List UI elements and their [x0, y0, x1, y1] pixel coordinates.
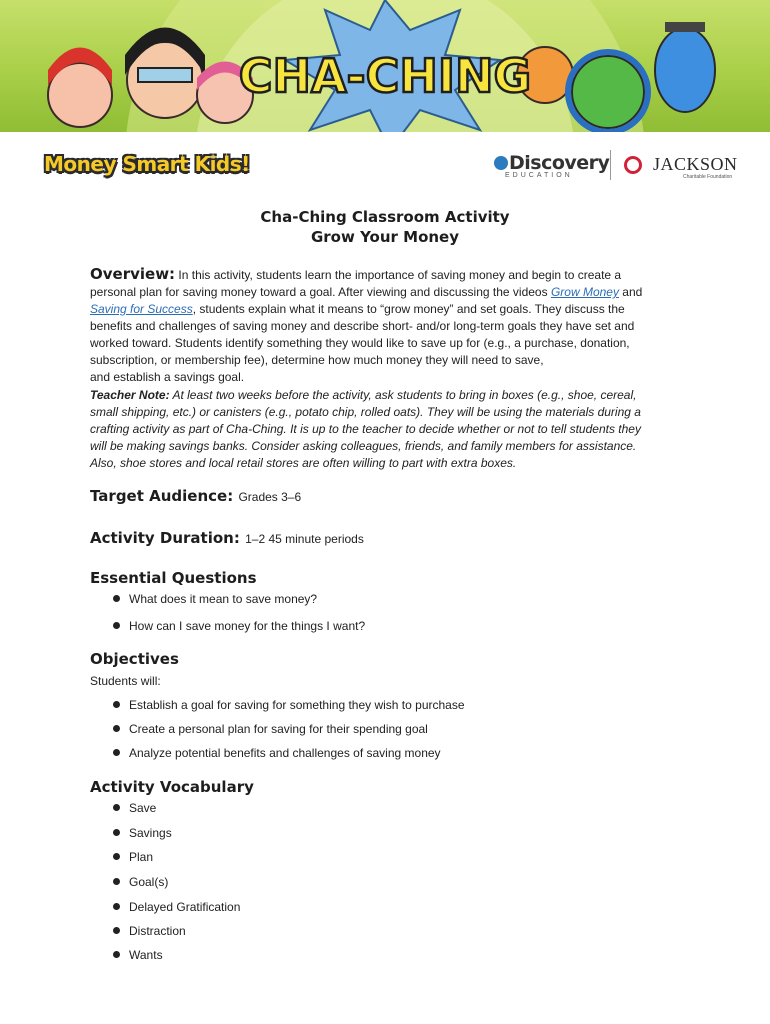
list-item-text: Save: [129, 801, 157, 815]
bullet-icon: [113, 804, 120, 811]
list-item-text: Wants: [129, 948, 163, 962]
bullet-icon: [113, 951, 120, 958]
duration-heading: Activity Duration:: [90, 529, 240, 547]
discovery-logo: Discovery: [509, 152, 610, 174]
list-item-text: Analyze potential benefits and challenges of saving money: [129, 746, 441, 760]
bullet-icon: [113, 725, 120, 732]
list-item-text: Savings: [129, 826, 172, 840]
list-item-text: What does it mean to save money?: [129, 592, 318, 606]
target-audience: [90, 487, 301, 505]
objectives-heading: Objectives: [90, 650, 179, 668]
teacher-note-label: Teacher Note:: [90, 388, 170, 402]
list-item: [113, 948, 163, 962]
objectives-intro: Students will:: [90, 674, 161, 688]
list-item-text: Delayed Gratification: [129, 900, 241, 914]
teacher-note-text: small shipping, etc.) or canisters (e.g., potato chip, rolled oats). They will be using the materials during a: [90, 405, 641, 419]
grow-money-link[interactable]: Grow Money: [550, 285, 619, 299]
jackson-sub: Charitable Foundation: [683, 174, 733, 180]
overview-text: personal plan for saving money toward a goal. After viewing and discussing the videos: [90, 285, 551, 299]
teacher-note-text: At least two weeks before the activity, ask students to bring in boxes (e.g., shoe, cereal,: [169, 388, 637, 402]
teacher-note-text: Also, shoe stores and local retail stores are often willing to part with extra boxes.: [90, 456, 517, 470]
logo-divider: [610, 150, 611, 180]
cha-ching-logo: CHA-CHING: [238, 49, 532, 103]
list-item: [113, 801, 156, 815]
character-green-icon: [572, 56, 644, 128]
list-item-text: Distraction: [129, 924, 186, 938]
bullet-icon: [113, 829, 120, 836]
overview-text: worked toward. Students identify something they would like to save up for (e.g., a purchase, donation,: [90, 336, 630, 350]
overview-text: benefits and challenges of saving money and describe short- and/or long-term goals they have set and: [90, 319, 635, 333]
list-item-text: Goal(s): [129, 875, 169, 889]
character-blue-icon: [655, 28, 715, 112]
bullet-icon: [113, 622, 120, 629]
list-item: [113, 826, 172, 840]
list-item: [113, 619, 365, 633]
list-item: [113, 698, 465, 712]
list-item-text: Establish a goal for saving for something they wish to purchase: [129, 698, 465, 712]
list-item: [113, 900, 240, 914]
list-item-text: Create a personal plan for saving for their spending goal: [129, 722, 428, 736]
vocab-heading: Activity Vocabulary: [90, 778, 254, 796]
bullet-icon: [113, 595, 120, 602]
teacher-note: [90, 387, 690, 472]
list-item: [113, 875, 168, 889]
jackson-icon: [624, 156, 642, 174]
bullet-icon: [113, 749, 120, 756]
overview-text: , students explain what it means to “grow money” and set goals. They discuss the: [192, 302, 625, 316]
bullet-icon: [113, 903, 120, 910]
list-item: [113, 746, 441, 760]
overview-text: and: [618, 285, 643, 299]
overview-section: [90, 266, 690, 386]
overview-heading: Overview:: [90, 265, 176, 283]
doc-subtitle: Grow Your Money: [310, 228, 460, 246]
banner-illustration: [0, 0, 770, 132]
list-item-text: How can I save money for the things I want?: [129, 619, 366, 633]
essential-heading: Essential Questions: [90, 569, 257, 587]
list-item: [113, 850, 153, 864]
money-smart-kids-logo: Money Smart Kids!: [44, 152, 250, 176]
jackson-logo: JACKSON: [653, 154, 738, 174]
list-item: [113, 722, 428, 736]
bullet-icon: [113, 927, 120, 934]
doc-title: Cha-Ching Classroom Activity: [260, 208, 510, 226]
overview-text: and establish a savings goal.: [90, 370, 245, 384]
overview-text: In this activity, students learn the importance of saving money and begin to create a: [178, 268, 622, 282]
list-item: [113, 924, 186, 938]
bullet-icon: [113, 853, 120, 860]
target-value: Grades 3–6: [238, 490, 302, 504]
teacher-note-text: will be making savings banks. Consider asking colleagues, friends, and family members for assistance.: [90, 439, 637, 453]
teacher-note-text: crafting activity as part of Cha-Ching. It is up to the teacher to decide whether or not to tell students they: [90, 422, 641, 436]
bullet-icon: [113, 701, 120, 708]
list-item: [113, 592, 317, 606]
duration-value: 1–2 45 minute periods: [245, 532, 364, 546]
overview-text: subscription, or membership fee), determine how much money they will need to save,: [90, 353, 544, 367]
saving-for-success-link[interactable]: Saving for Success: [90, 302, 193, 316]
target-heading: Target Audience:: [90, 487, 234, 505]
header-banner: [0, 0, 770, 132]
bullet-icon: [113, 878, 120, 885]
list-item-text: Plan: [129, 850, 154, 864]
activity-duration: [90, 529, 364, 547]
discovery-sub: EDUCATION: [505, 172, 573, 179]
